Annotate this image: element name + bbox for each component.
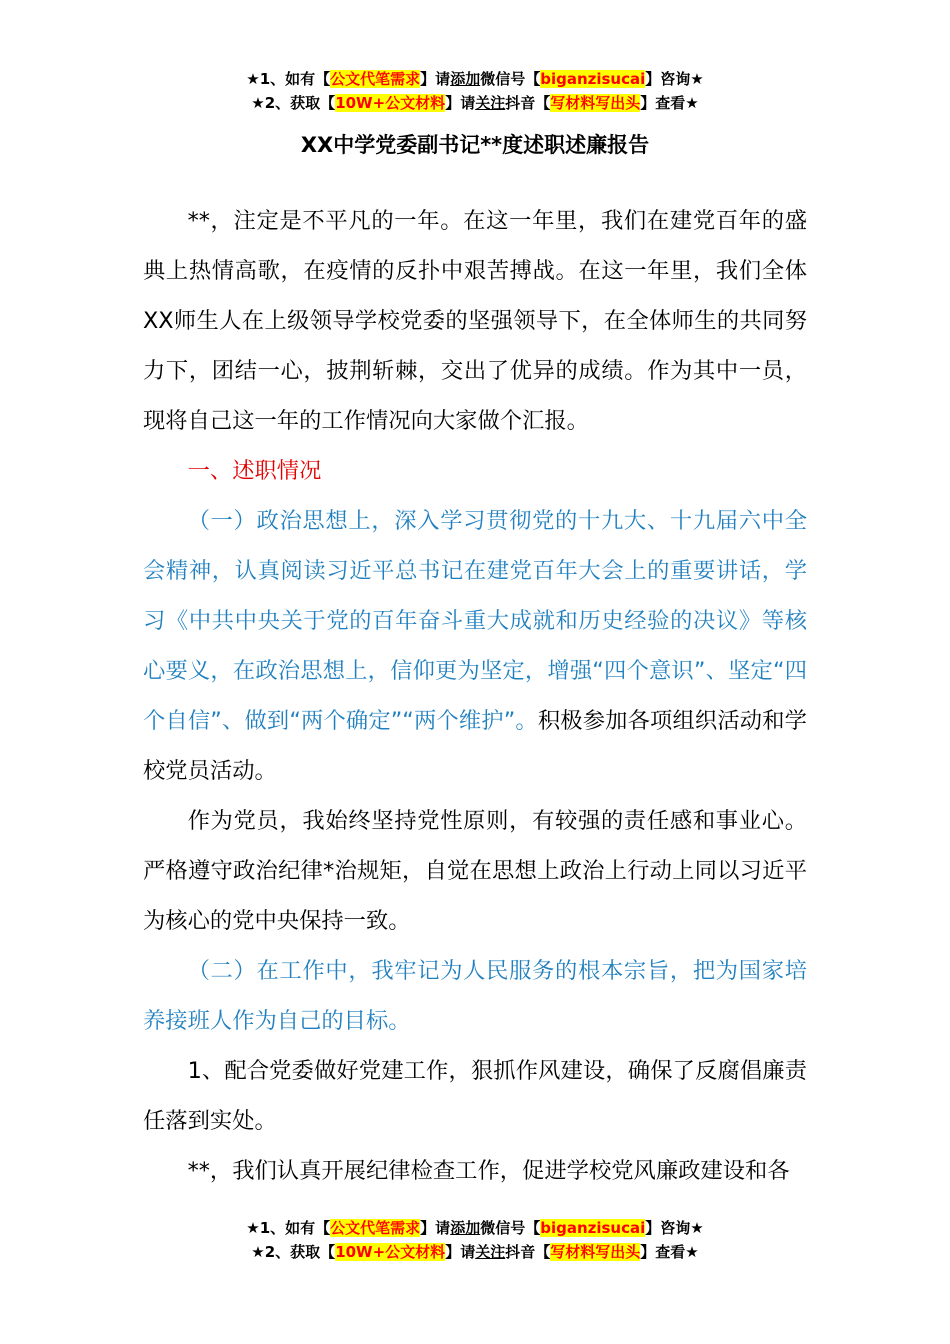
banner-highlight: 写材料写出头 — [550, 1243, 641, 1261]
banner-underline: 关注 — [475, 1243, 506, 1261]
banner-line-2 — [0, 91, 950, 115]
paragraph-discipline: **，我们认真开展纪律检查工作，促进学校党风廉政建设和各 — [187, 1158, 790, 1184]
banner-text: 抖音【 — [505, 1243, 551, 1261]
banner-highlight: 10W+公文材料 — [335, 1243, 446, 1261]
banner-highlight: 公文代笔需求 — [330, 70, 421, 88]
banner-text: 】请 — [445, 1243, 476, 1261]
banner-underline: 添加 — [450, 1219, 481, 1237]
section-heading: 一、述职情况 — [187, 458, 322, 484]
banner-text: 】请 — [420, 1219, 451, 1237]
banner-line-2 — [0, 1240, 950, 1264]
banner-highlight: 写材料写出头 — [550, 94, 641, 112]
banner-highlight: 公文代笔需求 — [330, 1219, 421, 1237]
banner-text: ★1、如有【 — [246, 70, 331, 88]
banner-text: 】请 — [445, 94, 476, 112]
paragraph-political-blue: （一）政治思想上，深入学习贯彻党的十九大、十九届六中全会精神，认真阅读习近平总书记在建党百年大会上的重要讲话，学习《中共中央关于党的百年奋斗重大成就和历史经验的决议》等核心要义，在政治思想上，信仰更为坚定，增强“四个意识”、坚定“四个自信”、做到“两个确定”“两个维护”。 — [143, 508, 807, 734]
banner-highlight: 10W+公文材料 — [335, 94, 446, 112]
paragraph-political-black: 积极参加各项组织活动和学校党员活动。 — [143, 708, 807, 784]
bottom-banner — [0, 1216, 950, 1264]
paragraph-intro: **，注定是不平凡的一年。在这一年里，我们在建党百年的盛典上热情高歌，在疫情的反扑中艰苦搏战。在这一年里，我们全体XX师生人在上级领导学校党委的坚强领导下，在全体师生的共同努力下，团结一心，披荆斩棘，交出了优异的成绩。作为其中一员，现将自己这一年的工作情况向大家做个汇报。 — [143, 208, 807, 434]
banner-highlight: biganzisucai — [540, 70, 646, 88]
banner-text: 】咨询★ — [645, 70, 704, 88]
top-banner — [0, 67, 950, 115]
banner-underline: 添加 — [450, 70, 481, 88]
banner-underline: 关注 — [475, 94, 506, 112]
document-title: XX中学党委副书记**度述职述廉报告 — [300, 133, 650, 157]
banner-line-1 — [0, 67, 950, 91]
banner-text: 微信号【 — [480, 1219, 541, 1237]
banner-text: 微信号【 — [480, 70, 541, 88]
banner-text: 】查看★ — [640, 94, 699, 112]
banner-text: ★2、获取【 — [251, 1243, 336, 1261]
banner-text: 抖音【 — [505, 94, 551, 112]
paragraph-item-1: 1、配合党委做好党建工作，狠抓作风建设，确保了反腐倡廉责任落到实处。 — [143, 1058, 807, 1134]
banner-text: 】请 — [420, 70, 451, 88]
banner-text: 】咨询★ — [645, 1219, 704, 1237]
banner-text: ★2、获取【 — [251, 94, 336, 112]
banner-line-1 — [0, 1216, 950, 1240]
paragraph-party-member: 作为党员，我始终坚持党性原则，有较强的责任感和事业心。严格遵守政治纪律*治规矩，自觉在思想上政治上行动上同以习近平为核心的党中央保持一致。 — [143, 808, 807, 934]
paragraph-political — [143, 496, 807, 796]
document-body — [143, 196, 807, 1196]
banner-text: 】查看★ — [640, 1243, 699, 1261]
banner-highlight: biganzisucai — [540, 1219, 646, 1237]
paragraph-work: （二）在工作中，我牢记为人民服务的根本宗旨，把为国家培养接班人作为自己的目标。 — [143, 958, 807, 1034]
banner-text: ★1、如有【 — [246, 1219, 331, 1237]
